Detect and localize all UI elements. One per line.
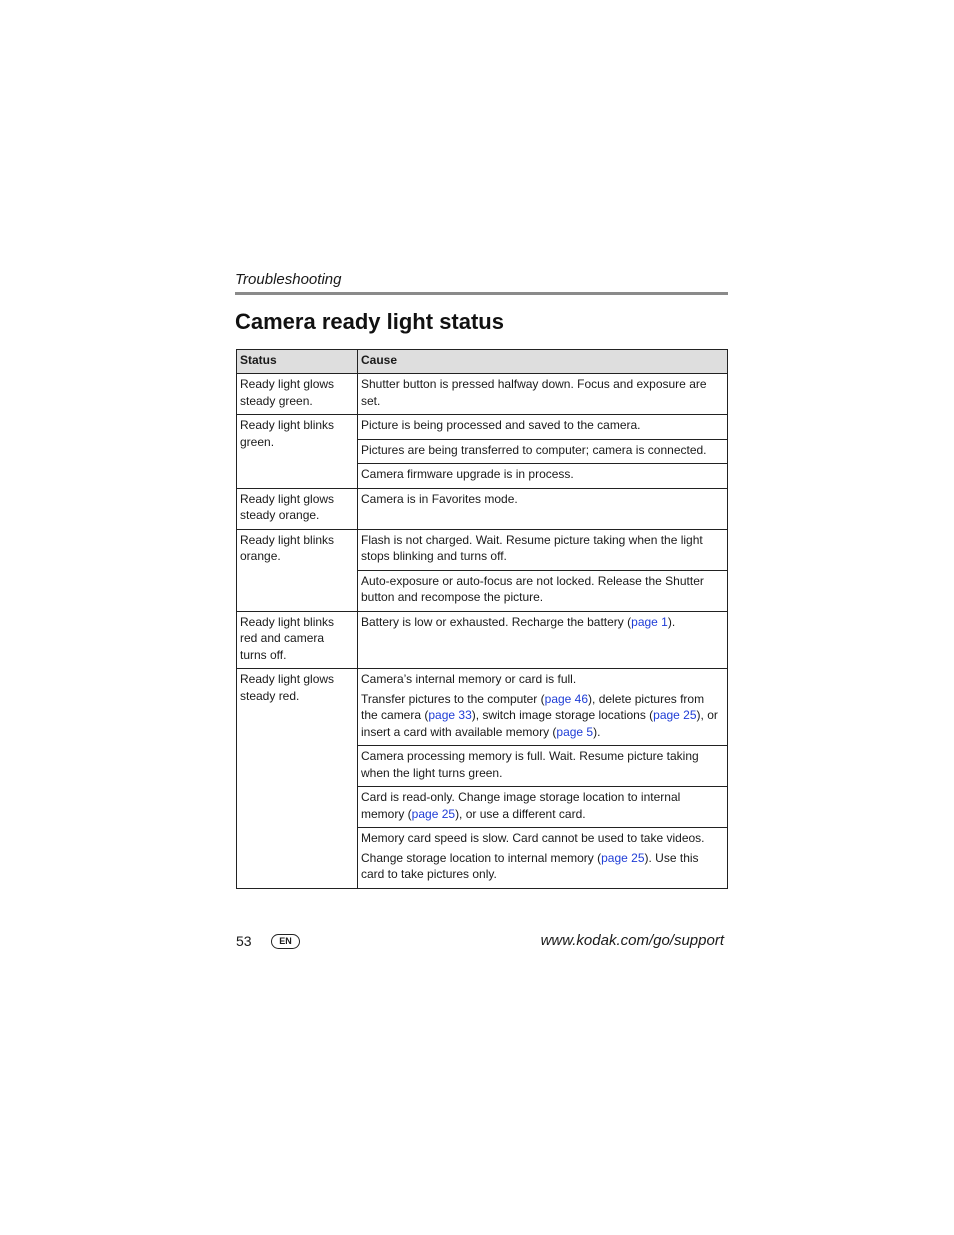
cause-cell: Auto-exposure or auto-focus are not locked. Release the Shutter button and recompose the picture. — [358, 570, 728, 611]
cause-text: Battery is low or exhausted. Recharge the battery ( — [361, 614, 632, 629]
cause-cell: Camera is in Favorites mode. — [358, 488, 728, 529]
cause-remedy — [361, 691, 724, 741]
status-cell: Ready light blinks green. — [237, 415, 358, 489]
cause-remedy — [361, 850, 724, 883]
section-label: Troubleshooting — [235, 271, 342, 288]
cause-text: Change storage location to internal memory ( — [361, 850, 602, 865]
cause-text: ). Use this card to take pictures only. — [361, 850, 699, 881]
page-link[interactable]: page 1 — [631, 614, 668, 629]
cause-cell — [358, 828, 728, 889]
cause-text: ), or use a different card. — [455, 806, 586, 821]
cause-cell — [358, 787, 728, 828]
cause-title: Camera’s internal memory or card is full. — [361, 672, 577, 686]
cause-cell — [358, 611, 728, 669]
cause-text: ), or insert a card with available memory ( — [361, 708, 718, 739]
page-link[interactable]: page 25 — [411, 806, 456, 821]
status-cell: Ready light glows steady orange. — [237, 488, 358, 529]
cause-text: ). — [667, 614, 676, 629]
cause-text: Transfer pictures to the computer ( — [361, 691, 545, 706]
cause-cell — [358, 669, 728, 746]
ready-light-table — [236, 349, 728, 889]
table-header-row — [237, 350, 728, 374]
page-link[interactable]: page 33 — [428, 708, 472, 722]
page-link[interactable]: page 5 — [556, 724, 594, 739]
cause-text: ). — [593, 724, 601, 739]
cause-cell: Camera processing memory is full. Wait. Resume picture taking when the light turns green. — [358, 746, 728, 787]
page-link[interactable]: page 46 — [544, 691, 589, 706]
table-row — [237, 374, 728, 415]
cause-text: ), switch image storage locations ( — [471, 708, 654, 722]
cause-cell: Pictures are being transferred to computer; camera is connected. — [358, 439, 728, 464]
language-badge: EN — [271, 934, 300, 949]
page-link[interactable]: page 25 — [653, 708, 697, 722]
table-row — [237, 669, 728, 746]
cause-cell: Flash is not charged. Wait. Resume picture taking when the light stops blinking and turns off. — [358, 529, 728, 570]
cause-cell: Shutter button is pressed halfway down. Focus and exposure are set. — [358, 374, 728, 415]
table-row — [237, 611, 728, 669]
status-cell: Ready light glows steady red. — [237, 669, 358, 889]
page-link[interactable]: page 25 — [601, 850, 645, 865]
column-header-status: Status — [237, 350, 358, 374]
header-rule — [235, 292, 728, 295]
status-cell: Ready light blinks orange. — [237, 529, 358, 611]
status-cell: Ready light blinks red and camera turns off. — [237, 611, 358, 669]
cause-title: Memory card speed is slow. Card cannot be used to take videos. — [361, 831, 705, 845]
cause-cell: Picture is being processed and saved to the camera. — [358, 415, 728, 440]
cause-text: ), delete pictures from the camera ( — [361, 691, 705, 722]
table-row — [237, 415, 728, 440]
cause-cell: Camera firmware upgrade is in process. — [358, 464, 728, 489]
cause-text: Card is read-only. Change image storage location to internal memory ( — [361, 790, 681, 821]
status-cell: Ready light glows steady green. — [237, 374, 358, 415]
page-title: Camera ready light status — [235, 309, 504, 334]
table-row — [237, 488, 728, 529]
column-header-cause: Cause — [358, 350, 728, 374]
table-row — [237, 529, 728, 570]
support-url[interactable]: www.kodak.com/go/support — [540, 932, 724, 949]
page-number: 53 — [236, 933, 252, 949]
